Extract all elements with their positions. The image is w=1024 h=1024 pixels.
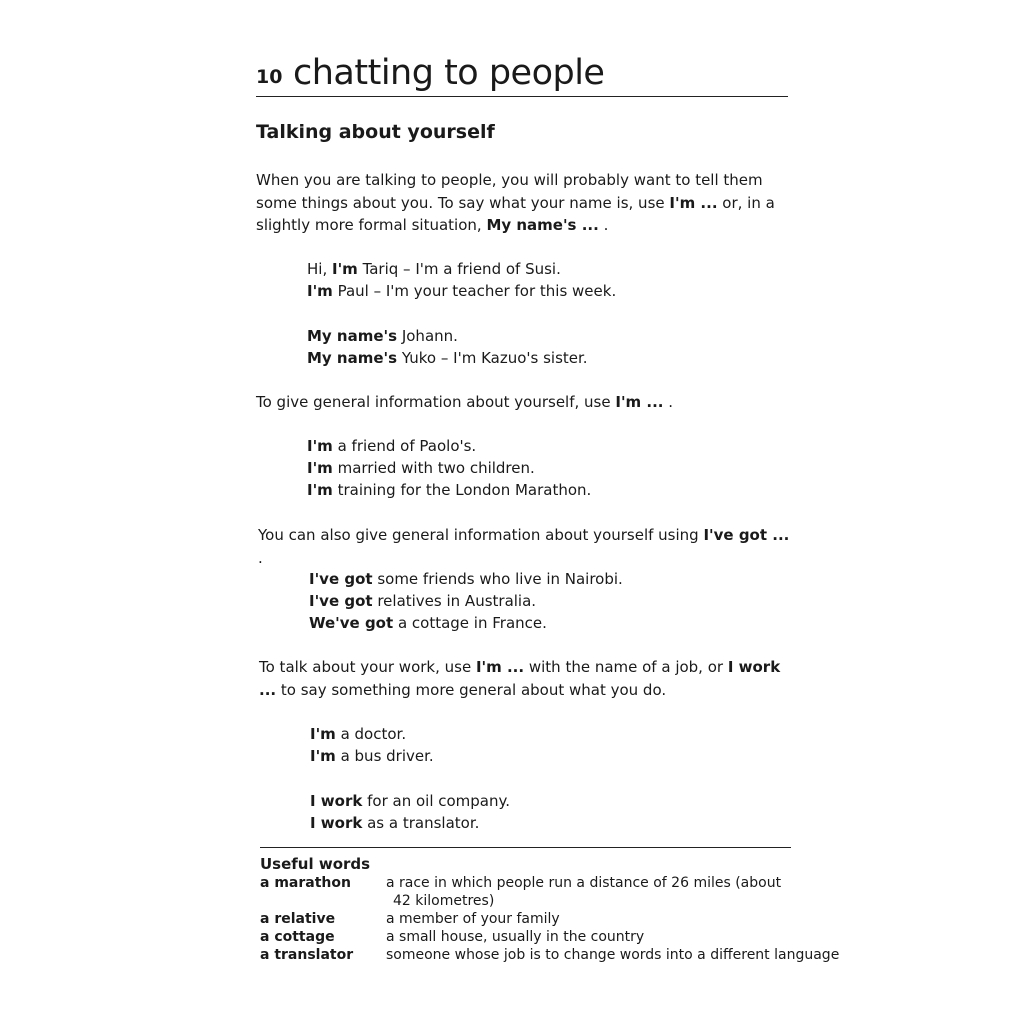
intro-paragraph: When you are talking to people, you will probably want to tell them some things about you. To say what your name is, use I'm ... or, in a slightly more formal situation, My name's ... . <box>256 171 775 234</box>
glossary-term: a translator <box>260 947 354 963</box>
example-line: We've got a cottage in France. <box>309 614 547 632</box>
example-line: My name's Johann. <box>307 327 458 345</box>
useful-words-title: Useful words <box>260 855 371 873</box>
chapter-title: chatting to people <box>293 53 605 93</box>
example-line: My name's Yuko – I'm Kazuo's sister. <box>307 349 588 367</box>
glossary-definition: a small house, usually in the country <box>386 929 645 945</box>
glossary-term: a relative <box>260 911 336 927</box>
example-line: I'm training for the London Marathon. <box>307 481 592 499</box>
page-number: 10 <box>256 66 283 88</box>
example-line: I work for an oil company. <box>310 792 511 810</box>
glossary-term: a marathon <box>260 875 351 891</box>
example-line: I'm a bus driver. <box>310 747 434 765</box>
glossary-definition: a race in which people run a distance of 26 miles (about 42 kilometres) <box>386 875 782 909</box>
glossary-definition: someone whose job is to change words into a different language <box>386 947 840 963</box>
example-line: I work as a translator. <box>310 814 480 832</box>
work-paragraph: To talk about your work, use I'm ... with the name of a job, or I work ... to say something more general about what you do. <box>259 658 781 699</box>
example-line: I've got relatives in Australia. <box>309 592 537 610</box>
example-line: I've got some friends who live in Nairobi. <box>309 570 623 588</box>
example-line: Hi, I'm Tariq – I'm a friend of Susi. <box>307 260 561 278</box>
glossary-term: a cottage <box>260 929 335 945</box>
example-line: I'm a friend of Paolo's. <box>307 437 477 455</box>
example-line: I'm Paul – I'm your teacher for this week. <box>307 282 617 300</box>
glossary-definition: a member of your family <box>386 911 560 927</box>
general-info-paragraph: To give general information about yourself, use I'm ... . <box>256 393 674 411</box>
example-line: I'm a doctor. <box>310 725 407 743</box>
divider <box>260 847 791 848</box>
section-heading: Talking about yourself <box>256 121 495 143</box>
example-line: I'm married with two children. <box>307 459 535 477</box>
ive-got-paragraph: You can also give general information about yourself using I've got ... . <box>258 526 790 567</box>
chapter-header <box>256 50 788 97</box>
